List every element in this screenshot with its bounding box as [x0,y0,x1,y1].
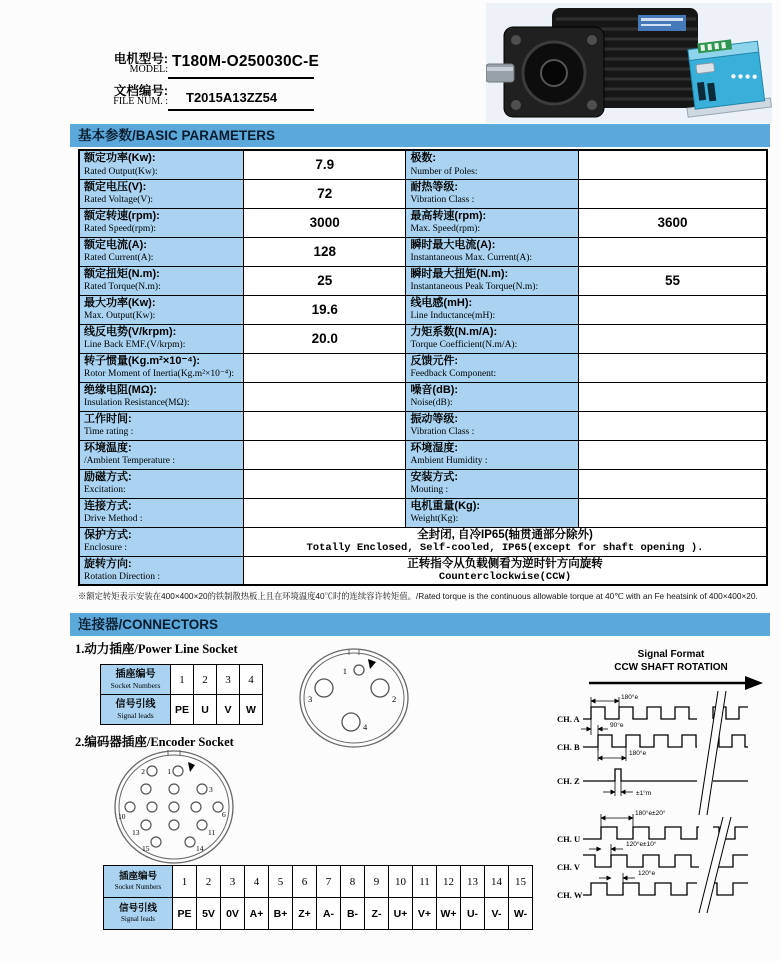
param-label-en: Time rating : [84,427,134,438]
file-underline [168,109,314,111]
rotation-row [79,556,767,585]
encoder-socket-table [103,865,533,930]
param-label-cn: 绝缘电阻(MΩ): [84,383,157,396]
motor-nameplate [638,15,686,31]
row-label-cell [104,898,173,930]
signal-leads-row [104,898,533,930]
pin-3 [315,679,333,697]
dim-label: 120°e±10° [626,841,657,848]
param-label-cell [406,324,579,353]
socket-numbers-row [101,665,263,695]
pin-label: 3 [308,694,313,704]
pin-label: 2 [392,694,397,704]
param-value-cell [243,411,405,440]
param-value-cell [578,324,767,353]
signal-leads-row [101,695,263,725]
param-value-cell: 7.9 [243,150,405,179]
signal-lead-cell: V [217,695,240,725]
connector-port [696,63,715,74]
row-label-cn: 信号引线 [115,699,156,710]
param-label-cell [79,179,243,208]
signal-lead-cell: U- [461,898,485,930]
param-label-cn: 环境温度: [84,441,132,454]
model-value: T180M-O250030C-E [172,53,320,70]
table-row [79,411,767,440]
socket-number-cell: 2 [197,866,221,898]
param-label-cell [79,498,243,527]
row-label-cell [104,866,173,898]
param-label-en: Line Back EMF.(V/krpm): [84,340,186,351]
param-value-cell: 128 [243,237,405,266]
param-label-cn: 保护方式: [84,528,132,541]
signal-lead-cell: V+ [413,898,437,930]
wave-ch-w [713,883,748,895]
table-row [79,324,767,353]
param-label-en: Excitation: [84,485,126,496]
param-label-cn: 瞬时最大扭矩(N.m): [410,267,509,280]
param-label-cn: 线反电势(V/krpm): [84,325,177,338]
signal-title-2: CCW SHAFT ROTATION [614,662,728,673]
param-label-en: Rated Output(Kw): [84,166,158,177]
signal-lead-cell: 5V [197,898,221,930]
rotation-value-cn: 正转指令从负载侧看为逆时针方向旋转 [407,557,603,570]
power-socket-heading: 1.动力插座/Power Line Socket [75,642,238,656]
param-value-cell [243,382,405,411]
param-value-cell: 72 [243,179,405,208]
model-label-en: MODEL: [129,64,168,75]
table-row [79,353,767,382]
param-value-cell [578,440,767,469]
pin-1 [354,665,364,675]
pin-2 [371,679,389,697]
dim-label: 90°e [610,722,624,729]
param-label-cell [406,150,579,179]
break-marks [699,691,731,913]
signal-lead-cell: B+ [269,898,293,930]
param-label-cn: 瞬时最大电流(A): [410,238,496,251]
pin-label: 6 [222,810,226,819]
param-label-cn: 连接方式: [84,499,132,512]
param-label-en: Insulation Resistance(MΩ): [84,398,190,409]
dim-label: 180°e [621,694,639,701]
param-label-cell [406,208,579,237]
pin-label: 15 [142,844,150,853]
param-value-cell: 20.0 [243,324,405,353]
socket-number-cell: 7 [317,866,341,898]
param-label-cell [79,469,243,498]
pin-label: 14 [196,844,204,853]
signal-lead-cell: U [194,695,217,725]
table-row [79,150,767,179]
wave-ch-u [583,827,699,839]
param-value-cell [578,469,767,498]
socket-number-cell: 6 [293,866,317,898]
table-row [79,179,767,208]
file-value: T2015A13ZZ54 [186,90,278,105]
power-socket-table [100,664,263,725]
param-label-cn: 额定功率(Kw): [84,152,156,164]
dim-label: ±1°m [636,790,652,797]
param-label-cn: 转子惯量(Kg.m²×10⁻⁴): [84,354,201,367]
basic-parameters-title: 基本参数/BASIC PARAMETERS [78,128,276,143]
param-label-cn: 极数: [410,152,437,164]
basic-parameters-header [70,124,770,147]
signal-format-diagram [553,643,780,938]
pin-4 [342,713,360,731]
rated-torque-note: ※额定转矩表示安装在400×400×20的铁制散热板上且在环境温度40℃时的连续容许转矩值。/Rated torque is the continuous allowable torque at 40℃ with an Fe heatsink of 400×400×20. [78,591,758,601]
wave-ch-z [583,769,697,781]
table-row [79,208,767,237]
pin-label: 13 [132,828,140,837]
rotation-value-en: Counterclockwise(CCW) [438,570,572,583]
param-label-cn: 额定扭矩(N.m): [84,267,160,280]
param-value-cell: 19.6 [243,295,405,324]
socket-number-cell: 9 [365,866,389,898]
table-row [79,295,767,324]
param-label-cn: 反馈元件: [410,354,459,367]
enclosure-value-cn: 全封闭, 自冷IP65(轴贯通部分除外) [417,529,593,541]
signal-lead-cell: A- [317,898,341,930]
table-row [79,237,767,266]
enclosure-value-cell [243,527,767,556]
param-label-cell [406,440,579,469]
param-label-cn: 额定电流(A): [84,238,147,251]
param-label-cell [406,498,579,527]
param-label-en: Line Inductance(mH): [410,311,496,322]
rotation-value-cell [243,556,767,585]
product-photo [486,3,772,123]
param-label-en: Vibration Class : [410,427,475,438]
param-label-cn: 噪音(dB): [410,383,459,396]
param-label-en: Noise(dB): [410,398,453,409]
param-label-cell [79,324,243,353]
rotation-arrow-head [745,676,763,690]
wave-ch-w [583,883,697,895]
param-value-cell [578,237,767,266]
enclosure-row [79,527,767,556]
param-label-en: Weight(Kg): [410,514,459,525]
pin-label: 11 [208,828,216,837]
param-label-cell [79,150,243,179]
param-label-cn: 安装方式: [410,470,459,483]
param-value-cell: 3600 [578,208,767,237]
param-label-cn: 最高转速(rpm): [410,209,487,222]
socket-number-cell: 8 [341,866,365,898]
param-value-cell [578,382,767,411]
signal-lead-cell: PE [171,695,194,725]
param-label-en: Number of Poles: [410,166,478,177]
param-label-cn: 额定转速(rpm): [84,209,160,222]
param-value-cell [243,498,405,527]
socket-number-cell: 3 [217,665,240,695]
encoder-socket-diagram [110,748,238,868]
socket-number-cell: 10 [389,866,413,898]
pin-label: 3 [209,785,213,794]
param-label-cn: 旋转方向: [84,557,132,570]
param-label-cn: 环境湿度: [410,441,459,454]
row-label-en: Socket Numbers [114,883,162,891]
file-label-cn: 文档编号: [113,84,168,98]
row-label-cell [101,695,171,725]
channel-label: CH. V [557,862,580,872]
param-label-en: Drive Method : [84,514,143,525]
param-label-en: Mouting : [410,485,449,496]
signal-lead-cell: PE [173,898,197,930]
socket-number-cell: 1 [173,866,197,898]
param-value-cell [578,295,767,324]
channel-label: CH. W [557,890,583,900]
pin-label: 2 [141,767,145,776]
param-value-cell [578,179,767,208]
signal-lead-cell: 0V [221,898,245,930]
socket-number-cell: 3 [221,866,245,898]
param-label-cell [79,382,243,411]
wave-ch-b [583,735,697,747]
orientation-mark-icon [368,659,376,669]
orientation-mark-icon [188,762,195,772]
channel-label: CH. U [557,834,581,844]
param-label-en: Ambient Humidity : [410,456,488,467]
param-label-en: Enclosure : [84,543,128,554]
param-label-cell [79,208,243,237]
param-label-cell [79,266,243,295]
pin-label: 1 [167,767,171,776]
row-label-en: Signal leads [120,915,156,923]
signal-lead-cell: B- [341,898,365,930]
signal-lead-cell: U+ [389,898,413,930]
param-label-en: Rotation Direction : [84,572,160,582]
param-label-cell [79,237,243,266]
param-label-en: Feedback Component: [410,369,497,380]
socket-number-cell: 1 [171,665,194,695]
param-label-en: Rated Speed(rpm): [84,224,157,235]
socket-number-cell: 13 [461,866,485,898]
param-label-en: Rated Torque(N.m): [84,282,161,293]
param-label-cn: 力矩系数(N.m/A): [410,325,498,338]
param-label-en: /Ambient Temperature : [84,456,175,467]
param-label-cell [406,237,579,266]
param-label-cell [406,295,579,324]
power-pins [315,665,389,731]
socket-number-cell: 5 [269,866,293,898]
socket-number-cell: 2 [194,665,217,695]
model-label-cn: 电机型号: [113,52,168,66]
signal-lead-cell: W [240,695,263,725]
pin-label: 4 [363,722,368,732]
param-label-cn: 电机重量(Kg): [410,499,481,512]
param-label-cell [406,469,579,498]
table-row [79,469,767,498]
param-label-en: Rated Voltage(V): [84,195,154,206]
row-label-cn: 插座编号 [118,871,157,882]
param-value-cell: 25 [243,266,405,295]
row-label-en: Socket Numbers [110,681,161,690]
param-label-cell [406,382,579,411]
param-value-cell [578,353,767,382]
param-value-cell: 3000 [243,208,405,237]
socket-number-cell: 4 [245,866,269,898]
param-label-cell [406,179,579,208]
param-label-cn: 耐热等级: [410,180,459,193]
param-label-en: Torque Coefficient(N.m/A): [410,340,518,351]
channel-label: CH. A [557,714,580,724]
param-value-cell [243,353,405,382]
param-label-en: Instantaneous Max. Current(A): [410,253,533,264]
channel-labels [557,714,583,900]
param-label-cell [79,353,243,382]
param-label-en: Instantaneous Peak Torque(N.m): [410,282,539,293]
signal-lead-cell: Z- [365,898,389,930]
param-label-en: Max. Speed(rpm): [410,224,481,235]
table-row [79,440,767,469]
param-label-cell [79,527,243,556]
wave-ch-v [583,855,699,867]
param-label-en: Vibration Class : [410,195,475,206]
signal-lead-cell: V- [485,898,509,930]
table-row [79,266,767,295]
motor-shaft [486,64,514,82]
socket-number-cell: 4 [240,665,263,695]
param-value-cell [578,411,767,440]
param-label-cell [79,411,243,440]
encoder-socket-heading: 2.编码器插座/Encoder Socket [75,735,234,749]
socket-number-cell: 11 [413,866,437,898]
param-label-cn: 振动等级: [410,412,459,425]
param-label-en: Rated Current(A): [84,253,154,264]
param-label-cell [79,295,243,324]
signal-title-1: Signal Format [637,649,705,660]
socket-number-cell: 15 [509,866,533,898]
dimension-texts [610,693,666,877]
table-row [79,498,767,527]
row-label-en: Signal leads [117,711,154,720]
param-value-cell [243,440,405,469]
param-label-cn: 额定电压(V): [84,180,147,193]
wave-ch-a [583,707,697,719]
row-label-cn: 插座编号 [115,669,156,680]
socket-numbers-row [104,866,533,898]
channel-label: CH. Z [557,776,580,786]
param-value-cell: 55 [578,266,767,295]
signal-lead-cell: W+ [437,898,461,930]
param-label-cell [406,411,579,440]
model-underline [168,77,314,79]
connectors-header [70,613,770,636]
socket-number-cell: 14 [485,866,509,898]
param-value-cell [578,150,767,179]
param-label-cn: 线电感(mH): [410,296,473,309]
dim-label: 180°e [629,750,647,757]
param-label-cell [406,266,579,295]
enclosure-value-en: Totally Enclosed, Self-cooled, IP65(except for shaft opening ). [306,542,704,554]
power-socket-diagram [296,646,412,750]
param-value-cell [243,469,405,498]
table-row [79,382,767,411]
pin-label: 10 [118,812,126,821]
signal-lead-cell: A+ [245,898,269,930]
param-label-en: Max. Output(Kw): [84,311,156,322]
signal-lead-cell: Z+ [293,898,317,930]
waveforms [583,707,748,895]
file-label-en: FILE NUM. : [113,96,168,107]
row-label-cell [101,665,171,695]
param-label-cell [406,353,579,382]
dim-label: 180°e±20° [635,810,666,817]
dim-label: 120°e [638,870,656,877]
signal-lead-cell: W- [509,898,533,930]
param-label-en: Rotor Moment of Inertia(Kg.m²×10⁻⁴): [84,369,235,380]
socket-number-cell: 12 [437,866,461,898]
param-label-cell [79,440,243,469]
pin-label: 1 [342,666,347,676]
param-label-cn: 工作时间: [84,412,132,425]
param-label-cn: 最大功率(Kw): [84,296,156,309]
basic-parameters-table [78,149,768,586]
connectors-title: 连接器/CONNECTORS [78,617,219,632]
param-label-cn: 励磁方式: [84,470,132,483]
param-label-cell [79,556,243,585]
channel-label: CH. B [557,742,580,752]
param-value-cell [578,498,767,527]
row-label-cn: 信号引线 [118,903,157,914]
